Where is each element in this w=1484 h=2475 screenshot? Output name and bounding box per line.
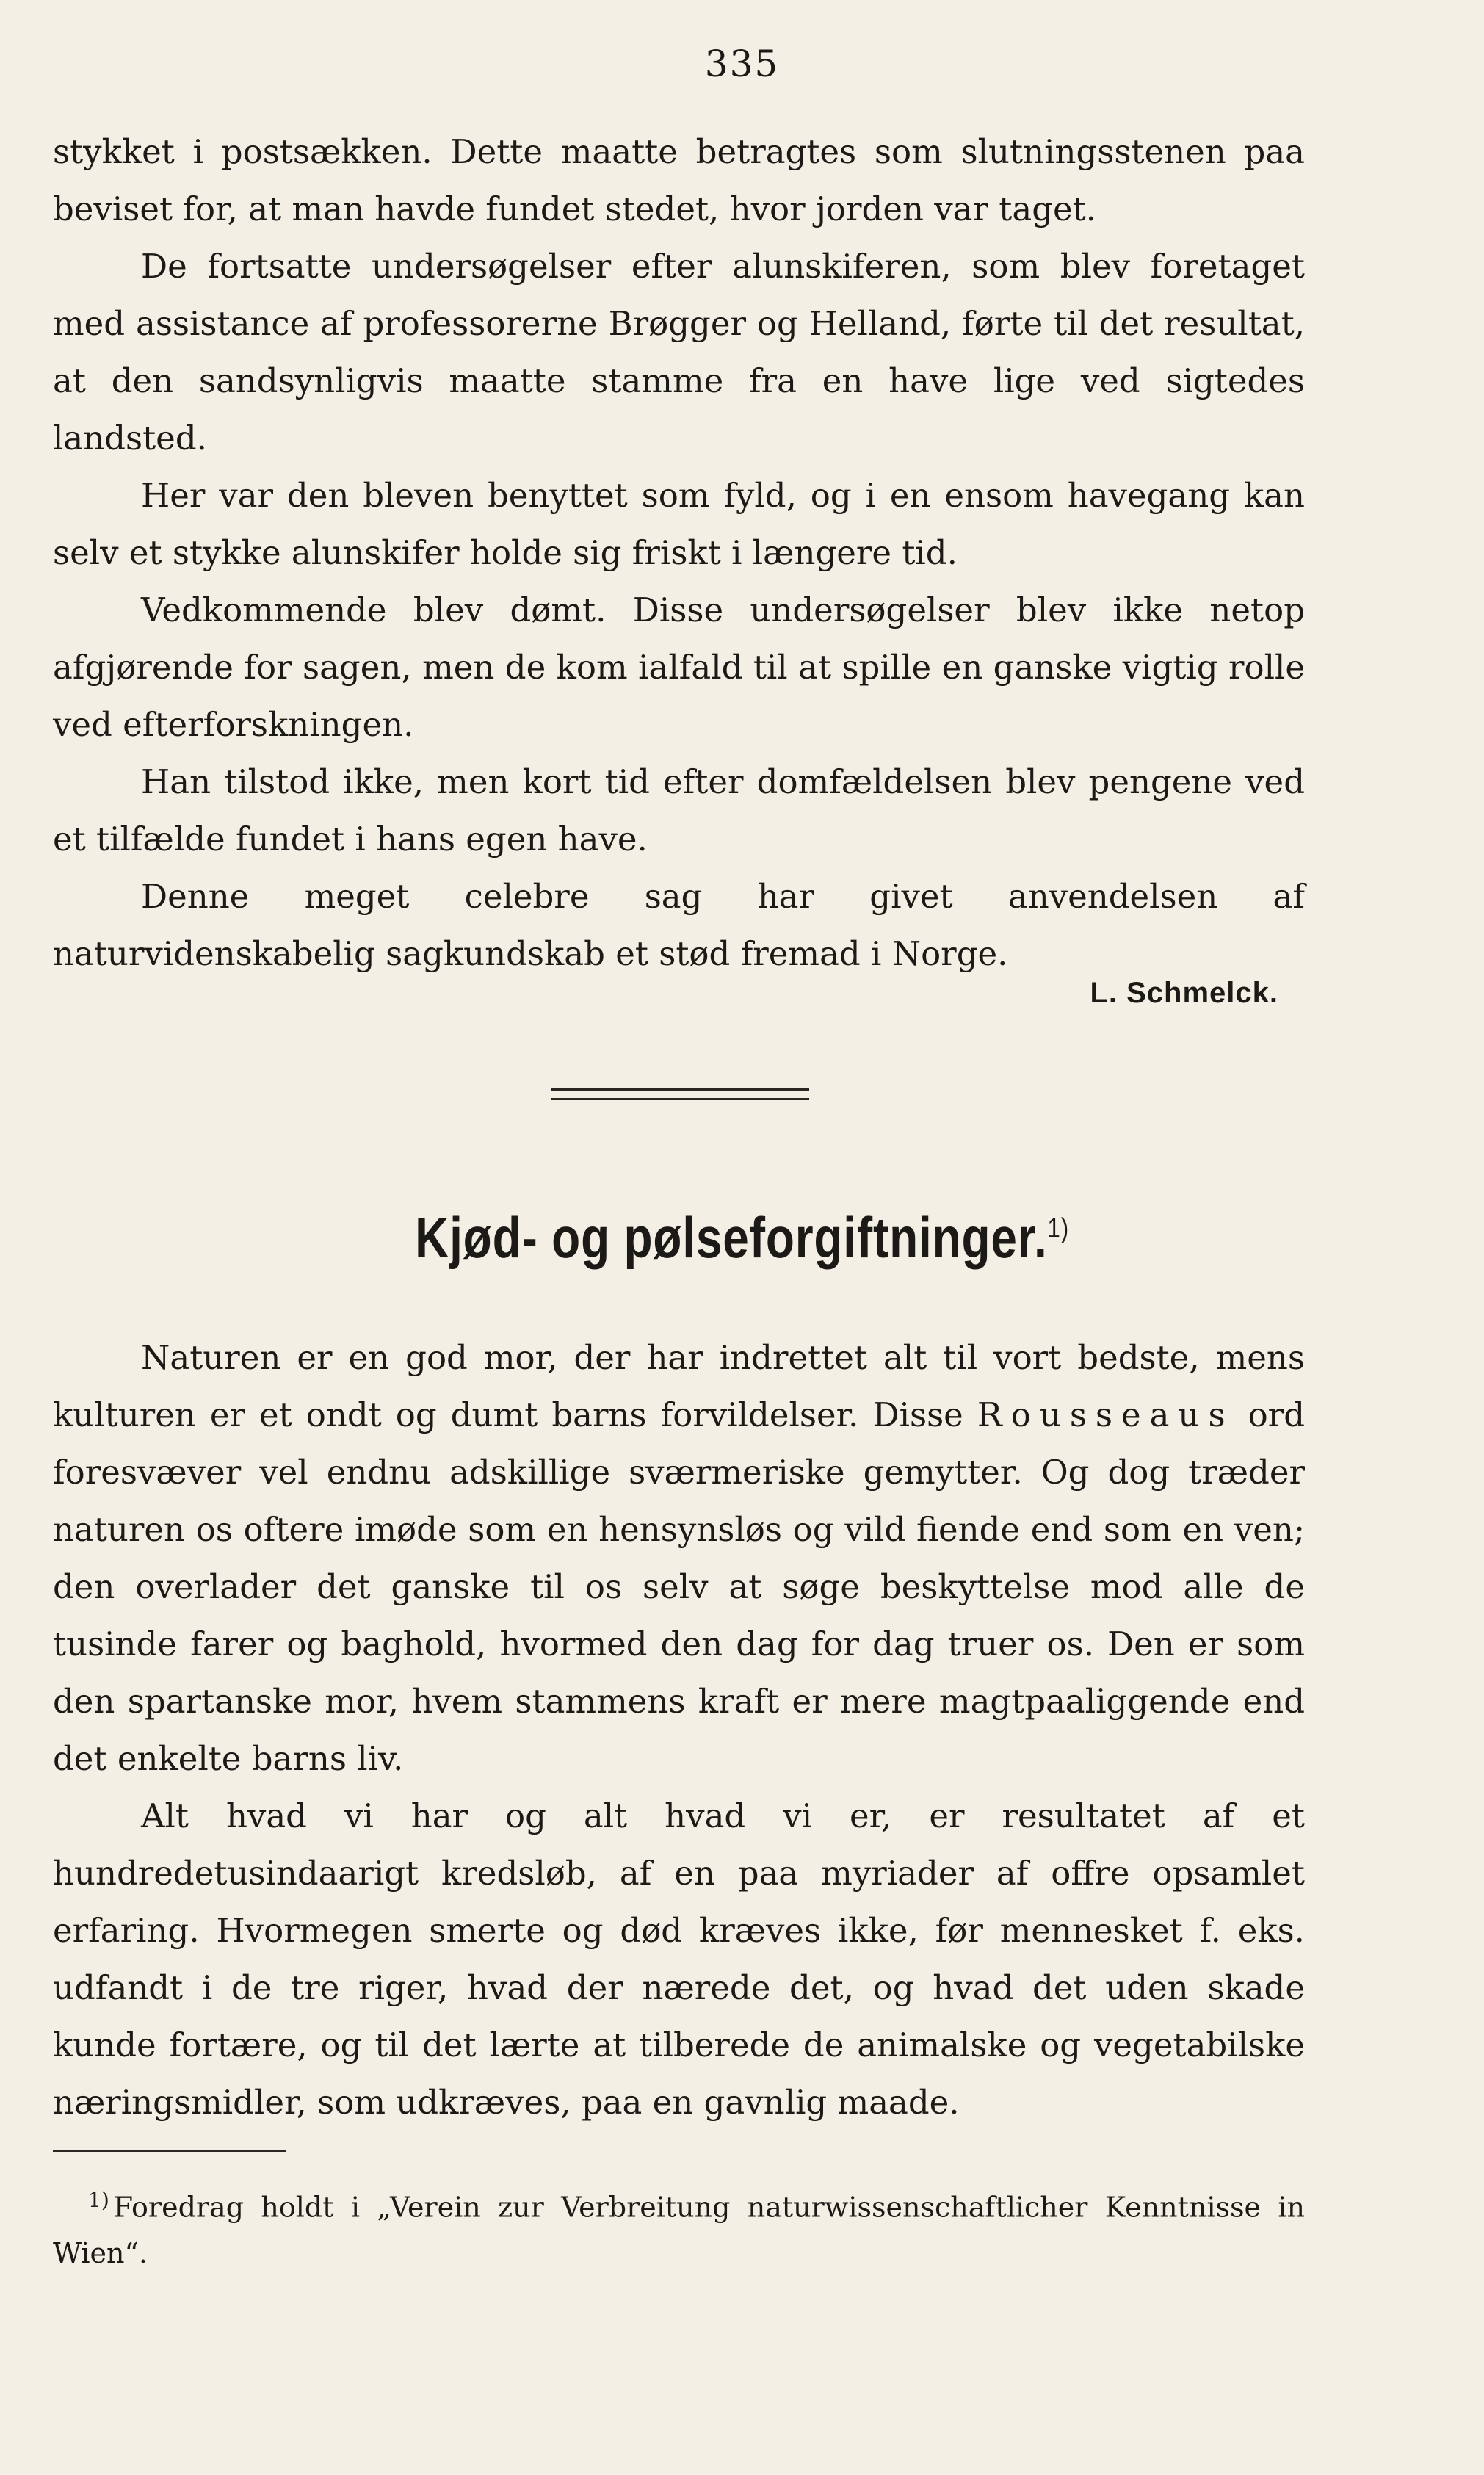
footnote-text: Foredrag holdt i „Verein zur Verbreitung naturwissenschaftlicher Kenntnisse in Wien“.: [53, 2191, 1305, 2269]
emphasized-name: Rousseaus: [977, 1395, 1234, 1434]
paragraph: [53, 1329, 1305, 1788]
paragraph: stykket i postsækken. Dette maatte betragtes som slutningsstenen paa beviset for, at man havde fundet stedet, hvor jorden var taget.: [53, 132, 1305, 228]
paragraph: Han tilstod ikke, men kort tid efter domfældelsen blev pengene ved et tilfælde fundet i hans egen have.: [53, 762, 1305, 859]
paragraph: Denne meget celebre sag har givet anvendelsen af naturvidenskabelig sagkundskab et stød fremad i Norge.: [53, 877, 1305, 973]
page-number: 335: [704, 43, 780, 85]
paragraph: Vedkommende blev dømt. Disse undersøgelser blev ikke netop afgjørende for sagen, men de kom ialfald til at spille en ganske vigtig rolle ved efterforskningen.: [53, 590, 1305, 744]
footnote-marker: 1): [88, 2188, 109, 2212]
paragraph: Her var den bleven benyttet som fyld, og i en ensom havegang kan selv et stykke alunskifer holde sig friskt i længere tid.: [53, 476, 1305, 572]
section-divider: [551, 1088, 809, 1100]
title-footnote-marker: 1): [1047, 1213, 1069, 1244]
author-signature: L. Schmelck.: [1090, 977, 1278, 1009]
paragraph-text: ord foresvæver vel endnu adskillige sværmeriske gemytter. Og dog træder naturen os oftere imøde som en hensynsløs og vild fiende end som en ven; den overlader det ganske til os selv at søge beskyttelse mod alle de tusinde farer og baghold, hvormed den dag for dag truer os. Den er som den spartanske mor, hvem stammens kraft er mere magtpaaliggende end det enkelte barns liv.: [53, 1395, 1305, 1778]
article-body: [53, 1329, 1305, 2131]
paragraph-text: Naturen er en god mor, der har indrettet alt til vort bedste, mens kulturen er et ondt og dumt barns forvildelser. Disse: [53, 1338, 1305, 1434]
paragraph: De fortsatte undersøgelser efter alunskiferen, som blev foretaget med assistance af professorerne Brøgger og Helland, førte til det resultat, at den sandsynligvis maatte stamme fra en have lige ved sigtedes landsted.: [53, 247, 1305, 458]
footnote-divider: [53, 2150, 286, 2152]
paragraph: Alt hvad vi har og alt hvad vi er, er resultatet af et hundredetusindaarigt kredsløb, af en paa myriader af offre opsamlet erfaring. Hvormegen smerte og død kræves ikke, før mennesket f. eks. udfandt i de tre riger, hvad der nærede det, og hvad det uden skade kunde fortære, og til det lærte at tilberede de animalske og vegetabilske næringsmidler, som udkræves, paa en gavnlig maade.: [53, 1796, 1305, 2122]
footnote: [53, 2178, 1305, 2276]
article-title: [134, 1204, 1350, 1271]
article-continuation: [53, 123, 1305, 983]
article-title-text: Kjød- og pølseforgiftninger.: [415, 1205, 1048, 1270]
